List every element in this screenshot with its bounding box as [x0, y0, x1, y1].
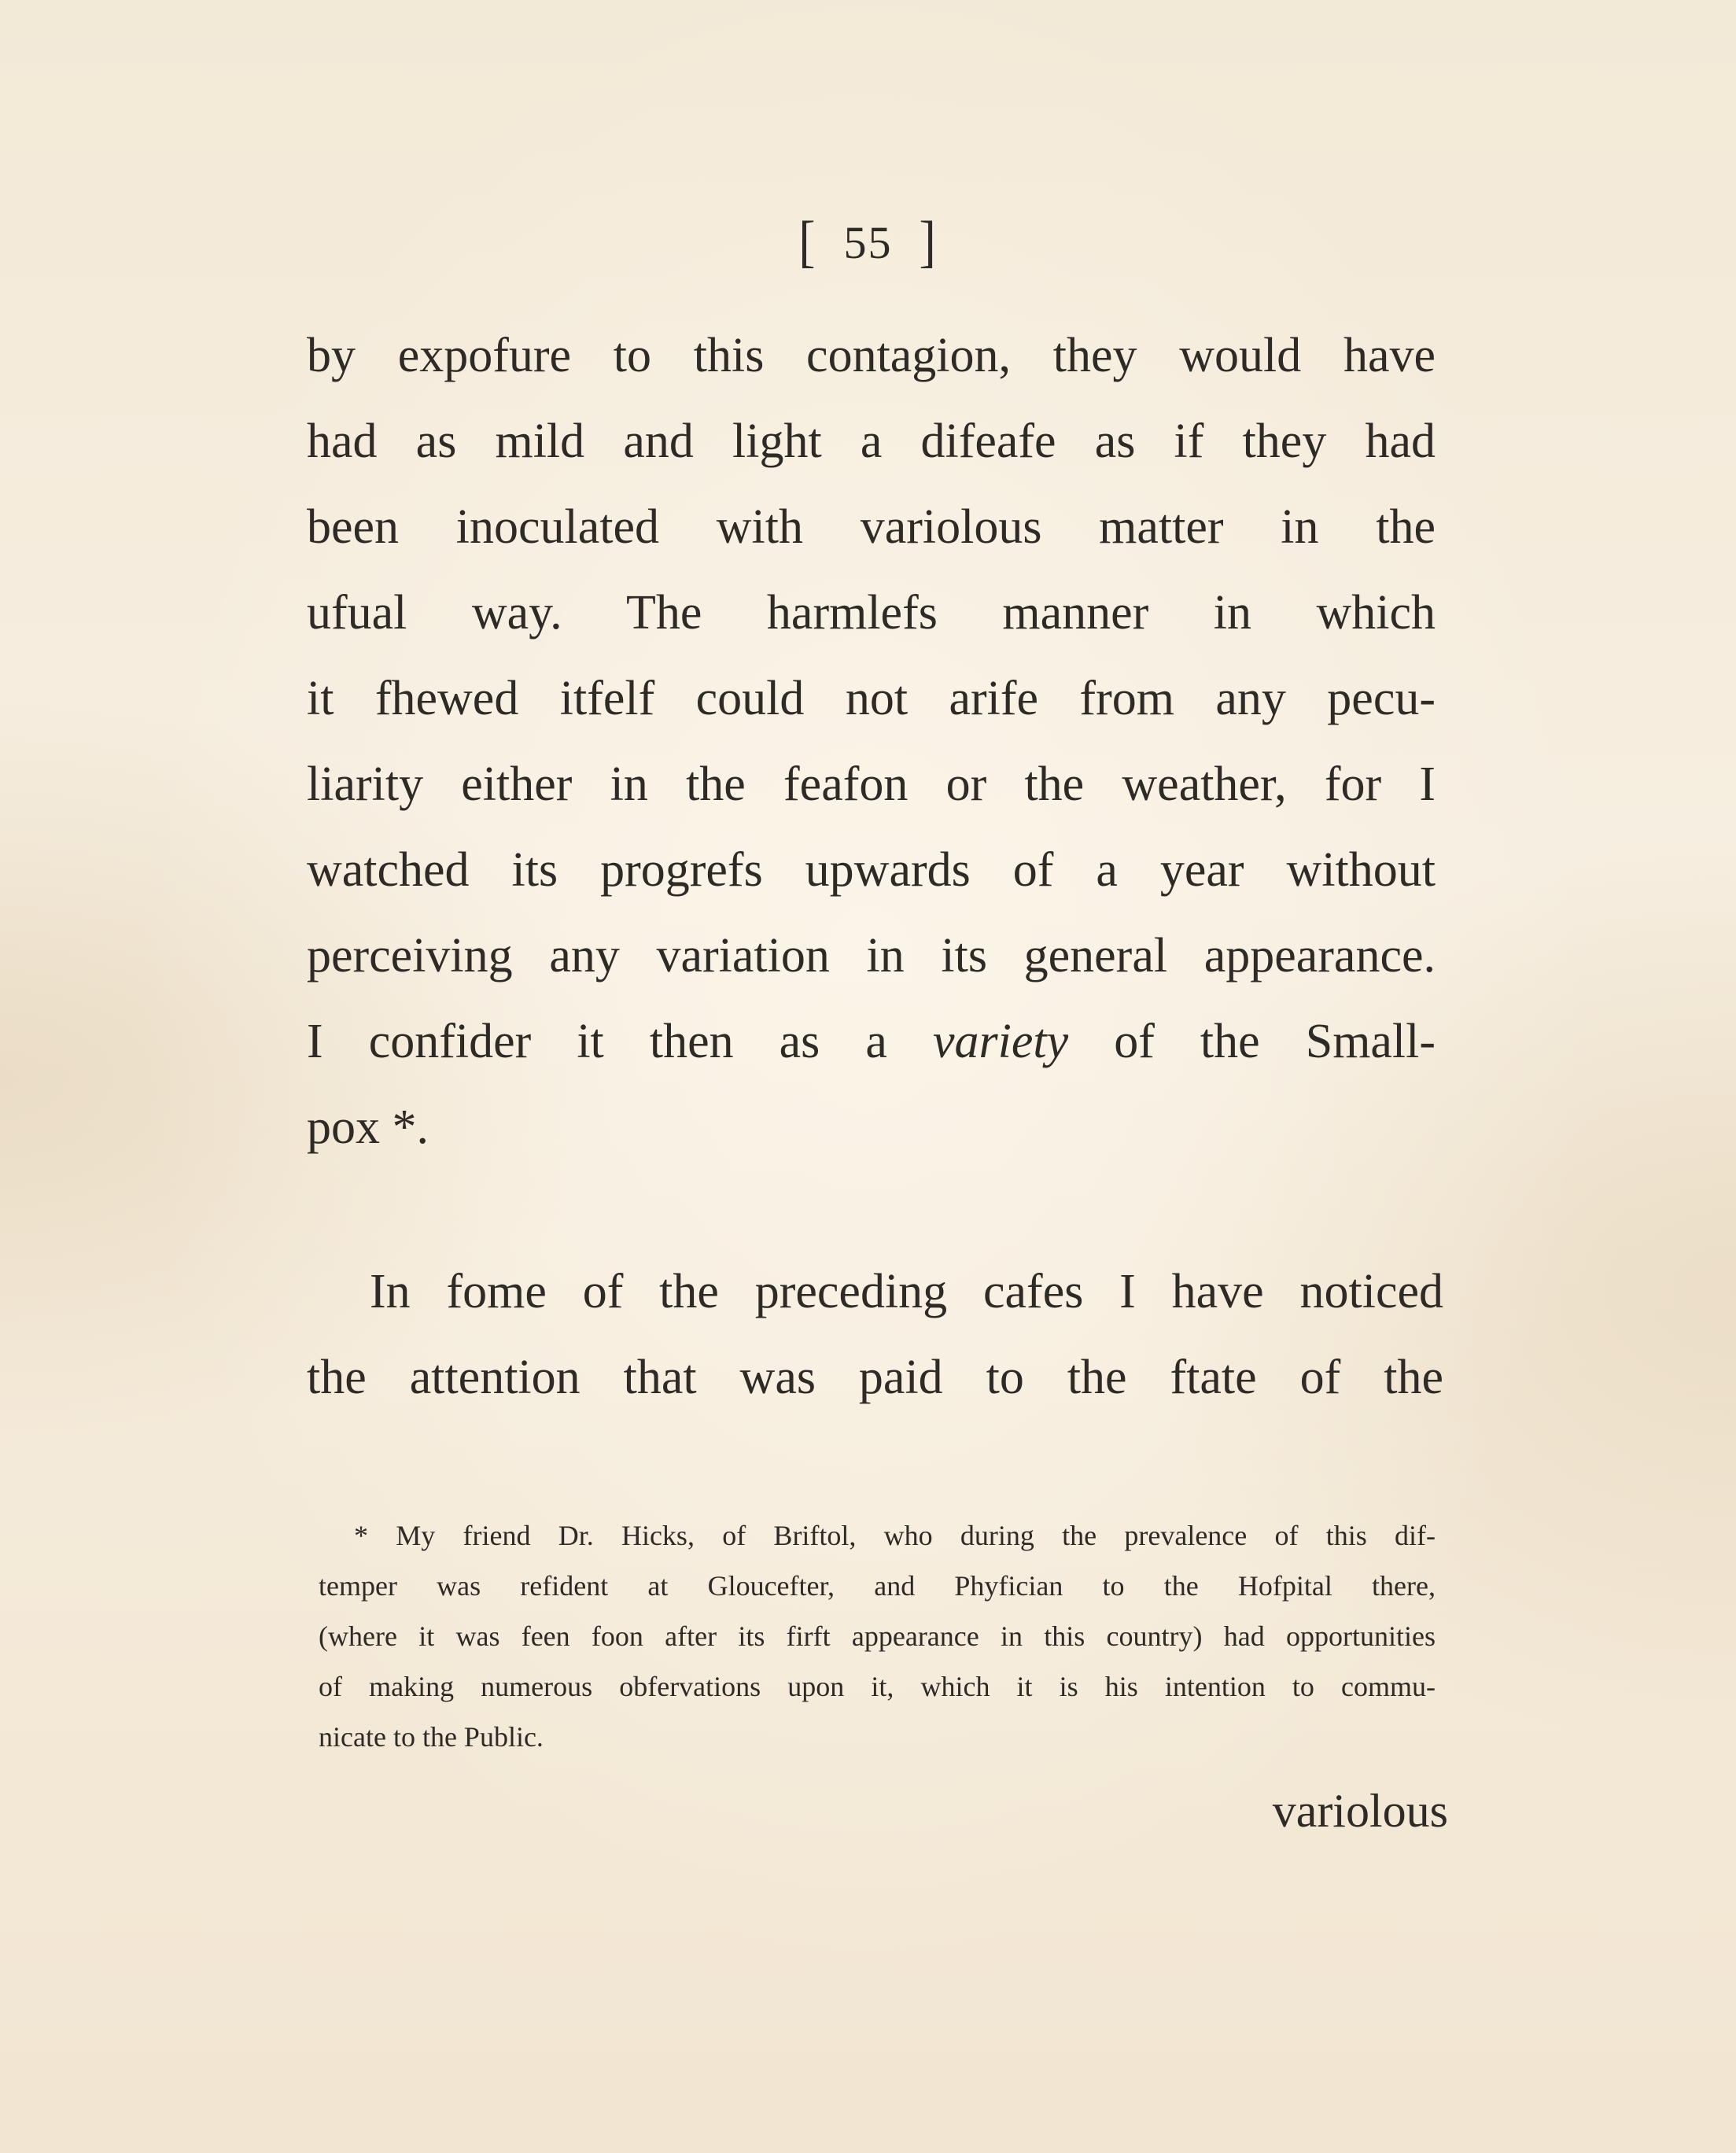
catchword: variolous — [1272, 1785, 1448, 1837]
page-header — [0, 208, 1736, 274]
text-line-with-italic — [307, 999, 1436, 1085]
text-segment: I confider it then as a — [307, 1015, 887, 1068]
text-line: been inoculated with variolous matter in the — [307, 500, 1436, 554]
italic-word: variety — [932, 1015, 1069, 1068]
footnote-line: nicate to the Public. — [319, 1721, 544, 1753]
text-line: In fome of the preceding cafes I have noticed — [370, 1265, 1443, 1318]
footnote-line: temper was refident at Gloucefter, and Phyfician to the Hofpital there, — [319, 1570, 1436, 1602]
text-line: pox *. — [307, 1100, 429, 1154]
page-number: 55 — [843, 217, 893, 268]
footnote-line: of making numerous obfervations upon it, which it is his intention to commu- — [319, 1671, 1436, 1702]
footnote-line: (where it was feen foon after its firft appearance in this country) had opportunities — [319, 1620, 1436, 1652]
body-paragraph-2 — [307, 1249, 1443, 1421]
footnote-line: * My friend Dr. Hicks, of Briftol, who during the prevalence of this dif- — [354, 1520, 1436, 1551]
text-line: the attention that was paid to the ftate of the — [307, 1351, 1443, 1404]
text-line: by expofure to this contagion, they would have — [307, 329, 1436, 382]
text-line: liarity either in the feafon or the weather, for I — [307, 758, 1436, 811]
footnote — [319, 1510, 1436, 1762]
text-line: it fhewed itfelf could not arife from any pecu- — [307, 672, 1436, 725]
text-line: had as mild and light a difeafe as if they had — [307, 415, 1436, 468]
text-segment: of the Small- — [1114, 1015, 1436, 1068]
body-paragraph-1 — [307, 313, 1436, 1171]
text-line: ufual way. The harmlefs manner in which — [307, 586, 1436, 640]
text-line: perceiving any variation in its general appearance. — [307, 929, 1436, 982]
header-bracket-close: ] — [919, 208, 938, 274]
text-line: watched its progrefs upwards of a year without — [307, 843, 1436, 897]
header-bracket-open: [ — [798, 208, 817, 274]
